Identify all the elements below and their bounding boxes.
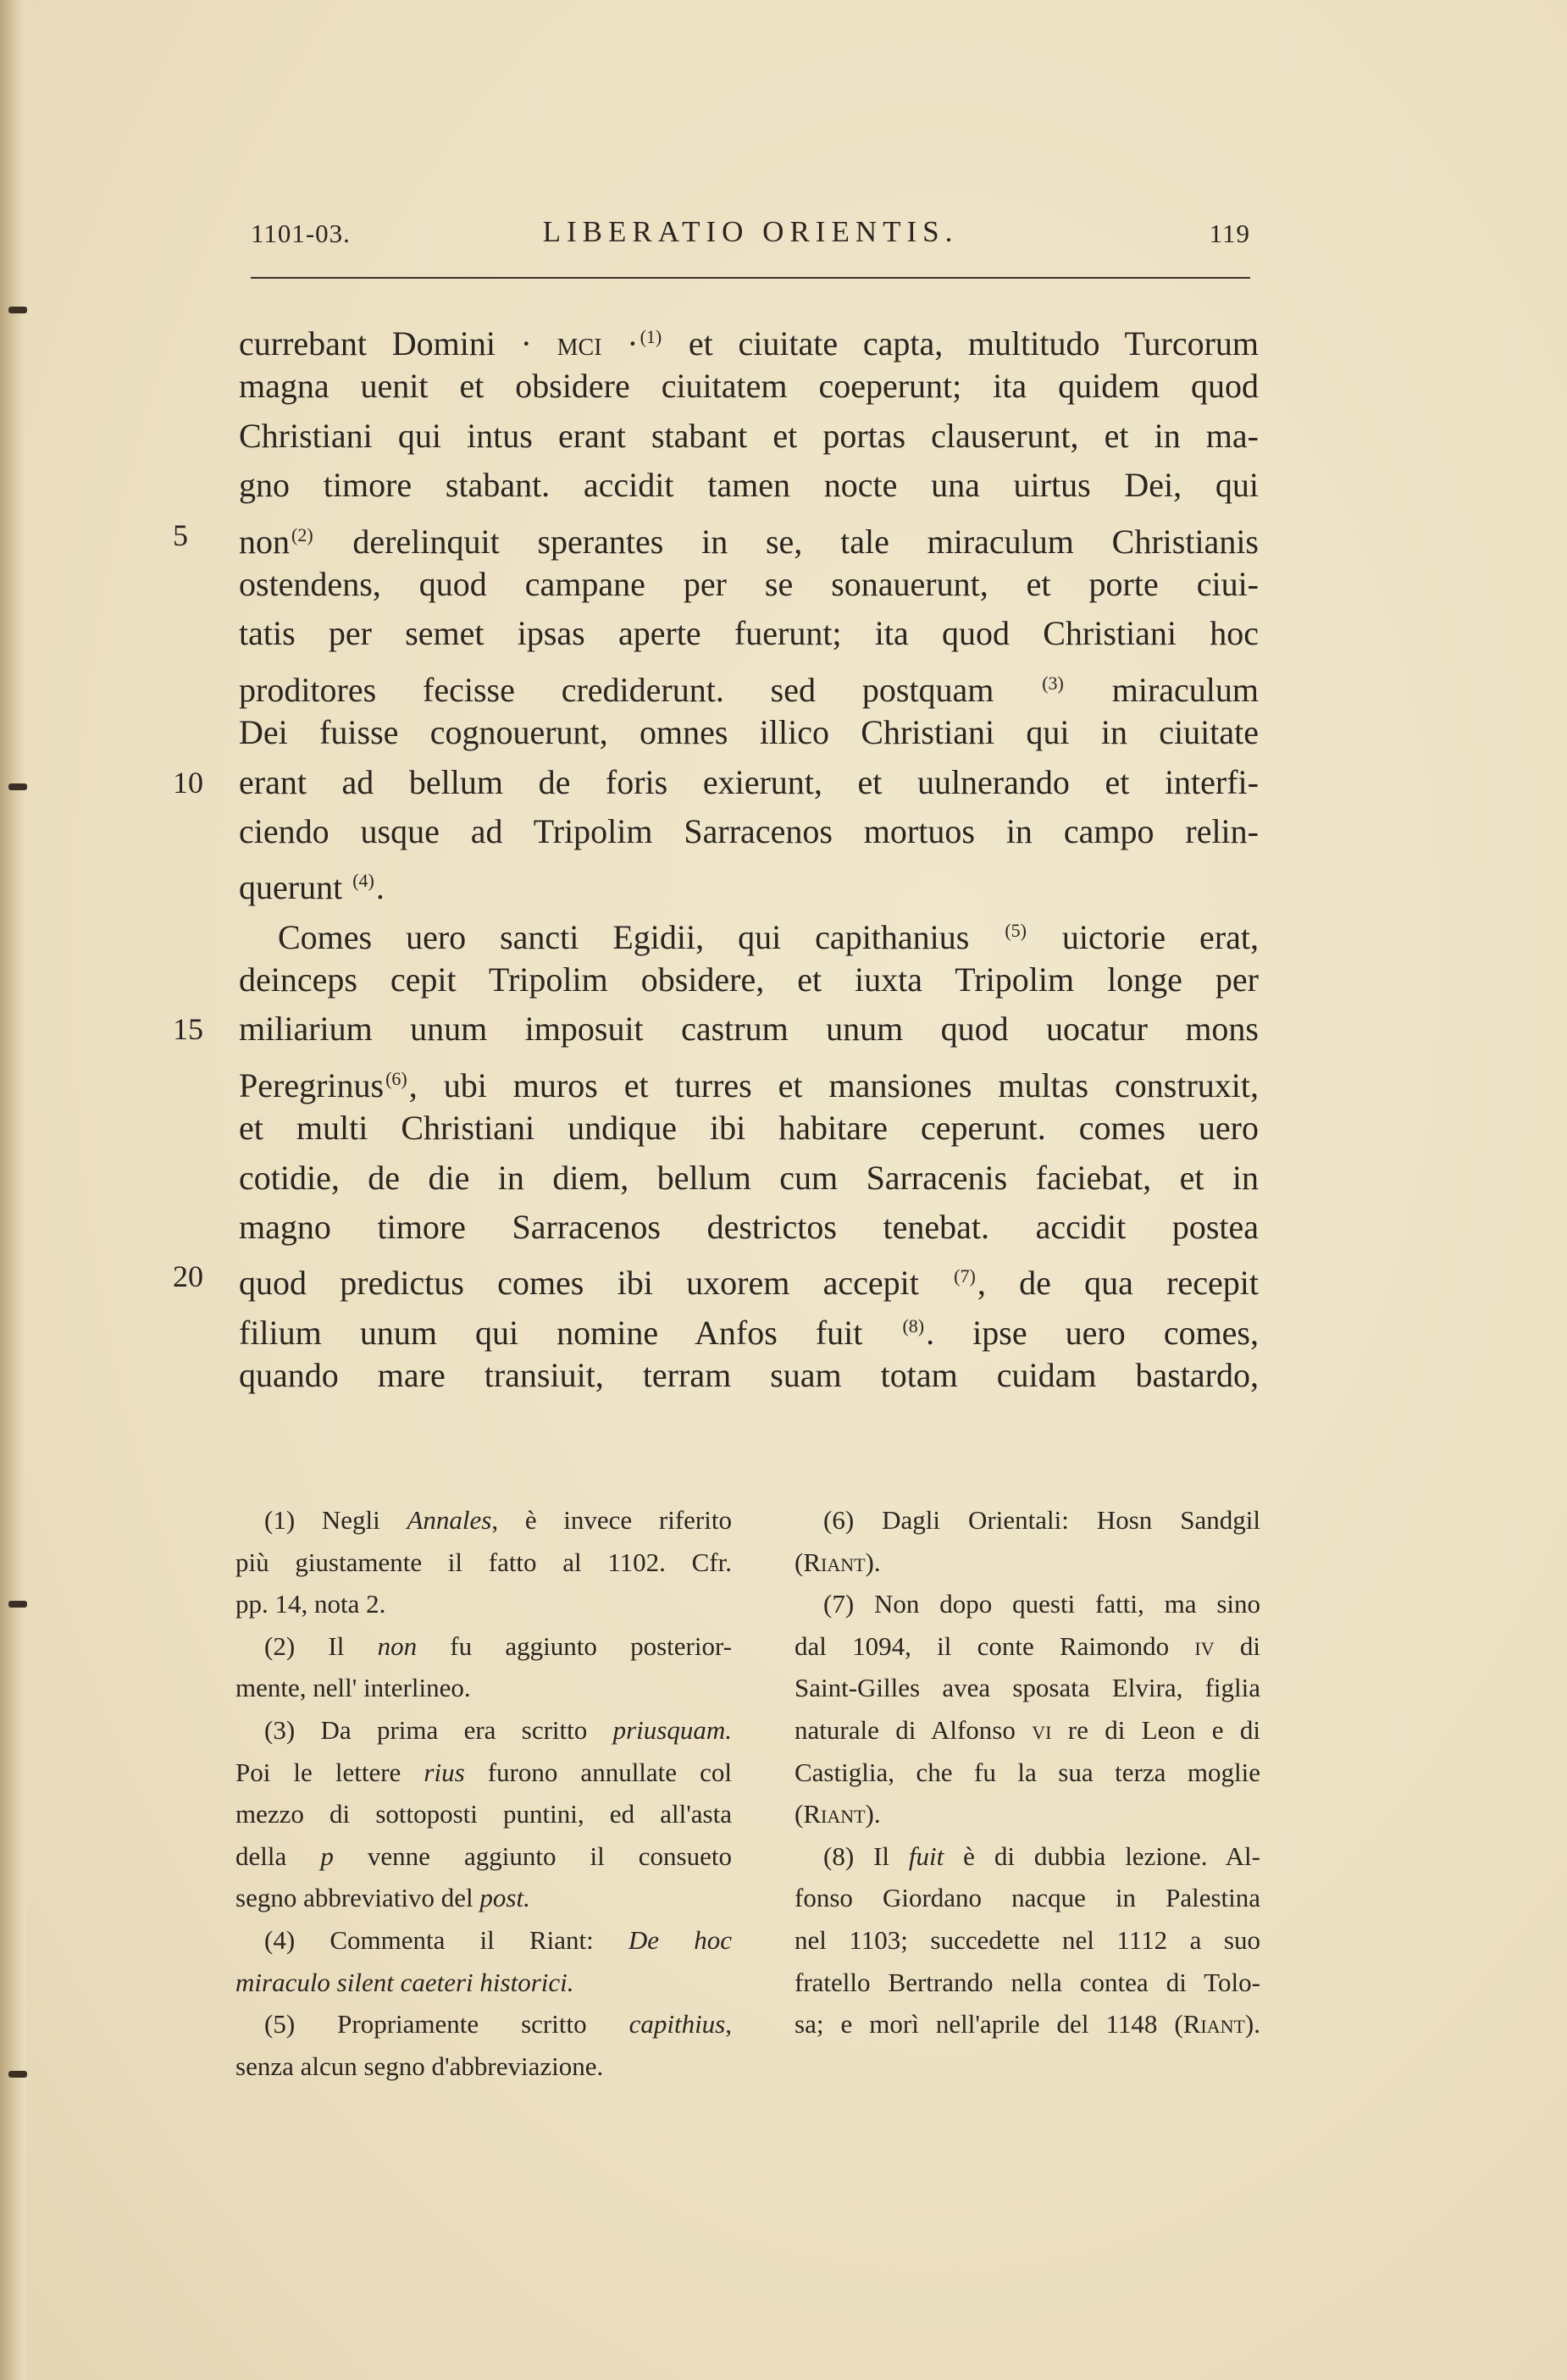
footnote-line — [235, 1837, 732, 1879]
text-run: (8) Il — [823, 1840, 909, 1871]
text-run: di — [1214, 1630, 1260, 1661]
footnote-line — [795, 2005, 1260, 2047]
footnote-line — [235, 2005, 732, 2047]
footnote-marker: (6) — [385, 1067, 407, 1089]
footnote-line — [795, 1669, 1260, 1711]
text-run: (4) Commenta il Riant: — [264, 1924, 628, 1955]
binding-stitch — [8, 307, 27, 313]
italic-run: p — [320, 1840, 334, 1871]
text-run: (7) Non dopo questi fatti, ma sino — [823, 1589, 1260, 1619]
small-caps-run: Riant — [803, 1547, 866, 1577]
text-run: re di Leon e di — [1051, 1714, 1260, 1745]
text-run: Poi le lettere — [235, 1757, 424, 1787]
footnote-line — [235, 1669, 732, 1711]
italic-run: De hoc — [628, 1924, 732, 1955]
text-run: Saint-Gilles avea sposata Elvira, figlia — [795, 1673, 1260, 1703]
line-number: 15 — [173, 1012, 203, 1047]
binding-stitch — [8, 2071, 27, 2078]
footnote-marker: (4) — [352, 870, 374, 892]
footnote-line — [795, 1711, 1260, 1753]
text-run: venne aggiunto il consueto — [333, 1840, 732, 1871]
text-run: furono annullate col — [464, 1757, 732, 1787]
text-line — [239, 1205, 1259, 1254]
text-line — [173, 1254, 1259, 1303]
text-line — [239, 612, 1259, 661]
footnote-line — [795, 1921, 1260, 1963]
footnote-line — [795, 1963, 1260, 2006]
text-run: . ipse uero comes, — [926, 1313, 1260, 1352]
text-run: (5) Propriamente scritto — [264, 2009, 629, 2040]
binding-stitch — [8, 783, 27, 790]
text-line — [239, 562, 1259, 612]
footnote-line — [795, 1837, 1260, 1879]
small-caps-run: iv — [1194, 1630, 1215, 1661]
text-run: più giustamente il fatto al 1102. Cfr. — [235, 1547, 732, 1577]
text-run: et multi Christiani undique ibi habitare ceperunt. comes uero — [239, 1109, 1259, 1148]
text-run: filium unum qui nomine Anfos fuit — [239, 1313, 901, 1352]
text-run: ( — [795, 1799, 804, 1829]
text-run: ciendo usque ad Tripolim Sarracenos mortuos in campo relin- — [239, 811, 1259, 850]
text-run: Peregrinus — [239, 1065, 385, 1104]
text-run: ostendens, quod campane per se sonauerunt, et porte ciui- — [239, 564, 1259, 603]
header-title: LIBERATIO ORIENTIS. — [542, 215, 959, 248]
footnote-marker: (1) — [640, 326, 662, 347]
text-run: . — [375, 868, 385, 907]
text-run: segno abbreviativo del — [235, 1883, 480, 1913]
footnote-line — [235, 1501, 732, 1543]
footnote-line — [795, 1543, 1260, 1586]
text-run: naturale di Alfonso — [795, 1714, 1033, 1745]
text-line — [239, 364, 1259, 413]
text-run: sa; e morì nell'aprile del 1148 ( — [795, 2009, 1183, 2040]
text-run: mente, nell' interlineo. — [235, 1673, 471, 1703]
footnote-line — [235, 1711, 732, 1753]
italic-run: rius — [424, 1757, 465, 1787]
italic-run: capithius — [628, 2009, 726, 2040]
footnote-marker: (3) — [1042, 672, 1064, 694]
footnote-line — [795, 1627, 1260, 1669]
text-run: querunt — [239, 868, 352, 907]
text-run: ). — [1244, 2009, 1260, 2040]
text-run: è di dubbia lezione. Al- — [944, 1840, 1260, 1871]
footnote-line — [235, 1795, 732, 1837]
running-header — [251, 215, 1250, 261]
text-line — [173, 1007, 1259, 1056]
text-run: mezzo di sottoposti puntini, ed all'asta — [235, 1799, 732, 1829]
text-line — [173, 513, 1259, 562]
text-run: quando mare transiuit, terram suam totam cuidam bastardo, — [239, 1356, 1259, 1395]
italic-run: priusquam. — [612, 1714, 732, 1745]
small-caps-run: vi — [1032, 1714, 1052, 1745]
text-run: miraculum — [1065, 670, 1259, 709]
text-run: erant ad bellum de foris exierunt, et uulnerando et interfi- — [239, 762, 1259, 801]
text-run: ( — [795, 1547, 804, 1577]
text-line — [173, 761, 1259, 810]
italic-run: Annales — [407, 1505, 492, 1535]
text-run: , è invece riferito — [491, 1505, 732, 1535]
footnote-marker: (2) — [291, 523, 313, 545]
binding-stitch — [8, 1601, 27, 1608]
text-run: gno timore stabant. accidit tamen nocte una uirtus Dei, qui — [239, 466, 1259, 505]
text-run: fonso Giordano nacque in Palestina — [795, 1883, 1260, 1913]
italic-run: post. — [479, 1883, 530, 1913]
italic-run: miraculo silent caeteri historici. — [235, 1967, 574, 1997]
footnote-line — [235, 1963, 732, 2006]
footnote-marker: (5) — [1005, 919, 1027, 941]
text-run: ). — [865, 1547, 881, 1577]
text-run: derelinquit sperantes in se, tale miraculum Christianis — [314, 522, 1259, 561]
small-caps-run: Riant — [1182, 2009, 1245, 2040]
text-run: · — [601, 324, 639, 363]
footnote-marker: (8) — [902, 1315, 925, 1337]
text-line — [239, 1057, 1259, 1106]
text-run: non — [239, 522, 290, 561]
footnote-line — [795, 1585, 1260, 1627]
text-line — [239, 661, 1259, 711]
text-run: pp. 14, nota 2. — [235, 1589, 386, 1619]
text-line — [239, 1106, 1259, 1155]
text-line — [239, 414, 1259, 463]
small-caps-run: Riant — [803, 1799, 866, 1829]
line-number: 5 — [173, 518, 188, 552]
line-number: 10 — [173, 765, 203, 800]
header-rule — [251, 277, 1250, 279]
footnote-line — [235, 1753, 732, 1796]
text-run: deinceps cepit Tripolim obsidere, et iuxta Tripolim longe per — [239, 960, 1259, 999]
text-run: (2) Il — [264, 1630, 378, 1661]
text-line — [239, 315, 1259, 364]
text-run: proditores fecisse crediderunt. sed postquam — [239, 670, 1041, 709]
italic-run: non — [377, 1630, 418, 1661]
text-run: quod predictus comes ibi uxorem accepit — [239, 1264, 953, 1303]
italic-run: fuit — [908, 1840, 944, 1871]
footnote-line — [235, 1585, 732, 1627]
page-number: 119 — [1209, 219, 1250, 248]
footnote-line — [235, 1879, 732, 1921]
text-run: , — [725, 2009, 732, 2040]
footnote-line — [795, 1753, 1260, 1796]
footnotes-left-column — [235, 1501, 732, 2089]
text-line — [239, 1304, 1259, 1353]
text-run: fu aggiunto posterior- — [417, 1630, 732, 1661]
footnote-line — [235, 1543, 732, 1586]
text-run: fratello Bertrando nella contea di Tolo- — [795, 1967, 1260, 1997]
text-run: cotidie, de die in diem, bellum cum Sarracenis faciebat, et in — [239, 1158, 1259, 1197]
text-run: Dei fuisse cognouerunt, omnes illico Christiani qui in ciuitate — [239, 713, 1259, 752]
footnote-line — [795, 1879, 1260, 1921]
text-run: (1) Negli — [264, 1505, 407, 1535]
text-run: Christiani qui intus erant stabant et portas clauserunt, et in ma- — [239, 416, 1259, 455]
text-run: senza alcun segno d'abbreviazione. — [235, 2051, 604, 2081]
text-line — [239, 1353, 1259, 1403]
text-line — [239, 463, 1259, 512]
text-run: magna uenit et obsidere ciuitatem coeperunt; ita quidem quod — [239, 367, 1259, 406]
text-line — [239, 859, 1259, 908]
text-run: nel 1103; succedette nel 1112 a suo — [795, 1924, 1260, 1955]
text-run: ). — [865, 1799, 881, 1829]
line-number: 20 — [173, 1259, 203, 1294]
text-run: magno timore Sarracenos destrictos tenebat. accidit postea — [239, 1208, 1259, 1247]
footnote-line — [795, 1501, 1260, 1543]
text-run: currebant Domini · — [239, 324, 557, 363]
book-spine-edge — [0, 0, 25, 2380]
header-years: 1101-03. — [251, 219, 351, 248]
text-run: Comes uero sancti Egidii, qui capithanius — [278, 917, 1004, 956]
text-run: (3) Da prima era scritto — [264, 1714, 613, 1745]
text-run: tatis per semet ipsas aperte fuerunt; ita quod Christiani hoc — [239, 614, 1259, 653]
footnote-line — [235, 1627, 732, 1669]
text-run: et ciuitate capta, multitudo Turcorum — [663, 324, 1260, 363]
text-run: della — [235, 1840, 321, 1871]
text-run: Castiglia, che fu la sua terza moglie — [795, 1757, 1260, 1787]
footnote-line — [235, 2047, 732, 2089]
footnote-line — [795, 1795, 1260, 1837]
text-line — [239, 1156, 1259, 1205]
text-run: (6) Dagli Orientali: Hosn Sandgil — [823, 1505, 1260, 1535]
footnote-line — [235, 1921, 732, 1963]
text-run: miliarium unum imposuit castrum unum quod uocatur mons — [239, 1010, 1259, 1049]
text-line — [239, 958, 1259, 1007]
text-line — [239, 909, 1259, 958]
footnote-marker: (7) — [954, 1265, 976, 1287]
text-run: uictorie erat, — [1027, 917, 1259, 956]
text-run: , ubi muros et turres et mansiones multas construxit, — [408, 1065, 1259, 1104]
footnotes-right-column — [795, 1501, 1260, 2047]
text-line — [239, 711, 1259, 760]
text-line — [239, 810, 1259, 859]
text-run: , de qua recepit — [977, 1264, 1259, 1303]
main-text — [173, 315, 1260, 1403]
text-run: dal 1094, il conte Raimondo — [795, 1630, 1195, 1661]
small-caps-run: mci — [556, 324, 602, 363]
